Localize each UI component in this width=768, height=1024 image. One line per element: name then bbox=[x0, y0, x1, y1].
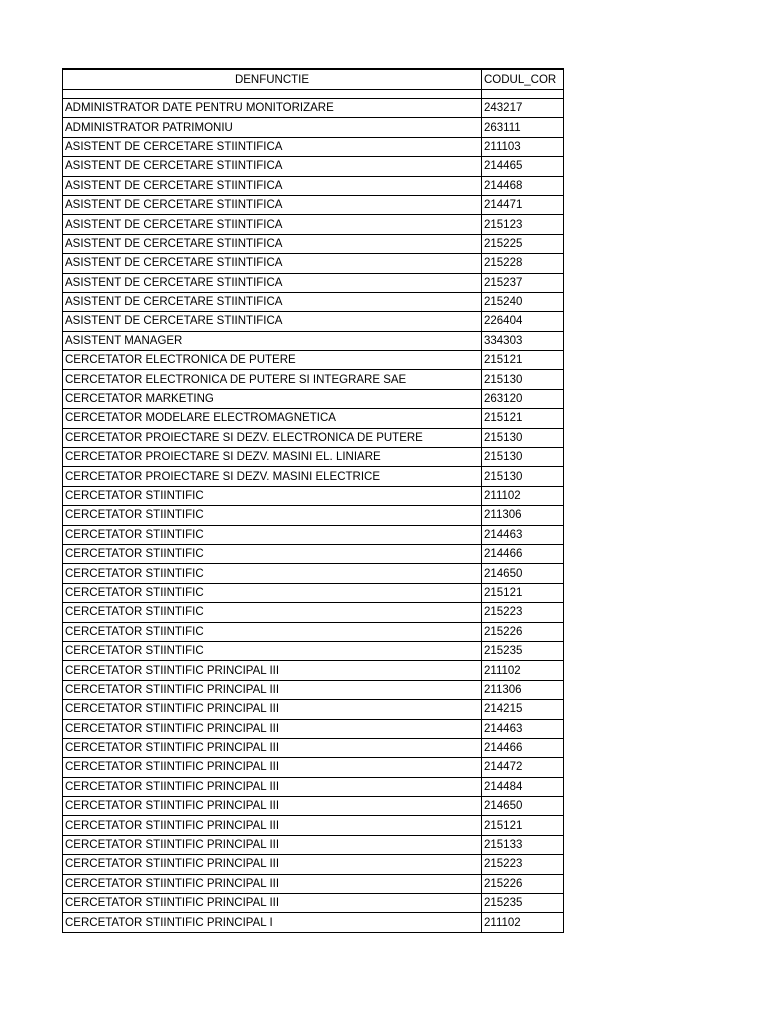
table-row bbox=[63, 331, 564, 350]
cell-denfunctie: ASISTENT DE CERCETARE STIINTIFICA bbox=[63, 195, 482, 214]
table-row bbox=[63, 797, 564, 816]
cell-denfunctie: CERCETATOR STIINTIFIC PRINCIPAL III bbox=[63, 777, 482, 796]
cell-denfunctie: ASISTENT DE CERCETARE STIINTIFICA bbox=[63, 137, 482, 156]
cell-denfunctie: CERCETATOR STIINTIFIC PRINCIPAL III bbox=[63, 855, 482, 874]
cell-denfunctie: CERCETATOR STIINTIFIC PRINCIPAL III bbox=[63, 874, 482, 893]
cell-codul-cor: 211102 bbox=[482, 486, 564, 505]
table-row bbox=[63, 195, 564, 214]
cell-codul-cor: 263111 bbox=[482, 118, 564, 137]
cell-codul-cor: 215237 bbox=[482, 273, 564, 292]
table-row bbox=[63, 506, 564, 525]
table-row bbox=[63, 894, 564, 913]
cell-denfunctie: CERCETATOR PROIECTARE SI DEZV. MASINI EL. LINIARE bbox=[63, 448, 482, 467]
table-header bbox=[63, 69, 564, 90]
table-row bbox=[63, 448, 564, 467]
cell-denfunctie: CERCETATOR STIINTIFIC PRINCIPAL I bbox=[63, 913, 482, 932]
cell-denfunctie: CERCETATOR STIINTIFIC bbox=[63, 544, 482, 563]
cell-denfunctie: CERCETATOR PROIECTARE SI DEZV. MASINI ELECTRICE bbox=[63, 467, 482, 486]
cell-denfunctie: CERCETATOR STIINTIFIC bbox=[63, 583, 482, 602]
cell-denfunctie: CERCETATOR STIINTIFIC bbox=[63, 641, 482, 660]
cell-denfunctie: CERCETATOR STIINTIFIC PRINCIPAL III bbox=[63, 700, 482, 719]
table-row bbox=[63, 486, 564, 505]
table-row bbox=[63, 700, 564, 719]
cell-denfunctie: CERCETATOR ELECTRONICA DE PUTERE SI INTEGRARE SAE bbox=[63, 370, 482, 389]
cell-denfunctie: CERCETATOR STIINTIFIC PRINCIPAL III bbox=[63, 835, 482, 854]
table-row bbox=[63, 719, 564, 738]
table-row bbox=[63, 777, 564, 796]
table-row bbox=[63, 254, 564, 273]
cell-codul-cor: 214650 bbox=[482, 564, 564, 583]
cell-codul-cor: 214471 bbox=[482, 195, 564, 214]
cell-codul-cor: 214463 bbox=[482, 719, 564, 738]
cell-denfunctie: CERCETATOR MARKETING bbox=[63, 389, 482, 408]
cell-denfunctie: CERCETATOR STIINTIFIC bbox=[63, 506, 482, 525]
cell-codul-cor: 215130 bbox=[482, 448, 564, 467]
cell-codul-cor: 214472 bbox=[482, 758, 564, 777]
cell-codul-cor: 215240 bbox=[482, 292, 564, 311]
cell-codul-cor: 215235 bbox=[482, 641, 564, 660]
cell-codul-cor: 215121 bbox=[482, 583, 564, 602]
table-row bbox=[63, 176, 564, 195]
cell-denfunctie: CERCETATOR ELECTRONICA DE PUTERE bbox=[63, 351, 482, 370]
cell-codul-cor: 215121 bbox=[482, 816, 564, 835]
table-row bbox=[63, 855, 564, 874]
cell-codul-cor: 214465 bbox=[482, 157, 564, 176]
table-row bbox=[63, 157, 564, 176]
table-row bbox=[63, 428, 564, 447]
cell-codul-cor: 211102 bbox=[482, 913, 564, 932]
cell-codul-cor: 215235 bbox=[482, 894, 564, 913]
cell-codul-cor: 226404 bbox=[482, 312, 564, 331]
table-row bbox=[63, 758, 564, 777]
cell-codul-cor: 215225 bbox=[482, 234, 564, 253]
table-body bbox=[63, 90, 564, 933]
cell-codul-cor: 211103 bbox=[482, 137, 564, 156]
table-row bbox=[63, 583, 564, 602]
cell-denfunctie: CERCETATOR STIINTIFIC PRINCIPAL III bbox=[63, 797, 482, 816]
cell-denfunctie: CERCETATOR MODELARE ELECTROMAGNETICA bbox=[63, 409, 482, 428]
cell-codul-cor: 214463 bbox=[482, 525, 564, 544]
cell-denfunctie: CERCETATOR STIINTIFIC PRINCIPAL III bbox=[63, 680, 482, 699]
table-row bbox=[63, 99, 564, 118]
table-row bbox=[63, 215, 564, 234]
cell-codul-cor: 215130 bbox=[482, 467, 564, 486]
occupation-code-table bbox=[62, 68, 564, 933]
cell-denfunctie: CERCETATOR STIINTIFIC bbox=[63, 564, 482, 583]
table-row bbox=[63, 137, 564, 156]
table-row bbox=[63, 544, 564, 563]
table-row bbox=[63, 351, 564, 370]
table-row bbox=[63, 370, 564, 389]
cell-codul-cor: 243217 bbox=[482, 99, 564, 118]
table-row bbox=[63, 389, 564, 408]
cell-codul-cor: 334303 bbox=[482, 331, 564, 350]
table-row bbox=[63, 234, 564, 253]
cell-denfunctie: ASISTENT DE CERCETARE STIINTIFICA bbox=[63, 176, 482, 195]
cell-codul-cor: 263120 bbox=[482, 389, 564, 408]
table-row bbox=[63, 874, 564, 893]
table-row bbox=[63, 641, 564, 660]
cell-codul-cor: 215123 bbox=[482, 215, 564, 234]
table-row bbox=[63, 467, 564, 486]
cell-codul-cor: 215133 bbox=[482, 835, 564, 854]
cell-codul-cor: 215223 bbox=[482, 603, 564, 622]
cell-codul-cor: 215121 bbox=[482, 409, 564, 428]
cell-codul-cor: 215130 bbox=[482, 370, 564, 389]
table-row bbox=[63, 661, 564, 680]
table-row bbox=[63, 622, 564, 641]
cell-denfunctie: CERCETATOR STIINTIFIC bbox=[63, 622, 482, 641]
table-row bbox=[63, 835, 564, 854]
cell-denfunctie: CERCETATOR STIINTIFIC bbox=[63, 525, 482, 544]
cell-denfunctie: CERCETATOR STIINTIFIC bbox=[63, 486, 482, 505]
column-header-denfunctie: DENFUNCTIE bbox=[63, 69, 482, 90]
cell-codul-cor: 214466 bbox=[482, 544, 564, 563]
table-row bbox=[63, 680, 564, 699]
table-row bbox=[63, 312, 564, 331]
table-row bbox=[63, 525, 564, 544]
cell-codul-cor: 215226 bbox=[482, 874, 564, 893]
table-row bbox=[63, 603, 564, 622]
cell-denfunctie: ASISTENT DE CERCETARE STIINTIFICA bbox=[63, 273, 482, 292]
cell-denfunctie: ASISTENT DE CERCETARE STIINTIFICA bbox=[63, 312, 482, 331]
cell-codul-cor: 215130 bbox=[482, 428, 564, 447]
cell-codul-cor: 211306 bbox=[482, 506, 564, 525]
cell-codul-cor: 215223 bbox=[482, 855, 564, 874]
cell-denfunctie: ASISTENT DE CERCETARE STIINTIFICA bbox=[63, 254, 482, 273]
cell-codul-cor: 214468 bbox=[482, 176, 564, 195]
cell-denfunctie: CERCETATOR PROIECTARE SI DEZV. ELECTRONICA DE PUTERE bbox=[63, 428, 482, 447]
cell-codul-cor: 214650 bbox=[482, 797, 564, 816]
cell-denfunctie: CERCETATOR STIINTIFIC PRINCIPAL III bbox=[63, 738, 482, 757]
cell-codul-cor: 211306 bbox=[482, 680, 564, 699]
cell-codul-cor: 214484 bbox=[482, 777, 564, 796]
table-row bbox=[63, 738, 564, 757]
header-row bbox=[63, 69, 564, 90]
table-row bbox=[63, 816, 564, 835]
cell-codul-cor: 214466 bbox=[482, 738, 564, 757]
table-row bbox=[63, 292, 564, 311]
cell-denfunctie: ADMINISTRATOR PATRIMONIU bbox=[63, 118, 482, 137]
cell-denfunctie: CERCETATOR STIINTIFIC PRINCIPAL III bbox=[63, 661, 482, 680]
cell-denfunctie: CERCETATOR STIINTIFIC PRINCIPAL III bbox=[63, 894, 482, 913]
cell-denfunctie: CERCETATOR STIINTIFIC PRINCIPAL III bbox=[63, 758, 482, 777]
cell-denfunctie: ASISTENT DE CERCETARE STIINTIFICA bbox=[63, 157, 482, 176]
spacer-row bbox=[63, 90, 564, 99]
cell-codul-cor: 215226 bbox=[482, 622, 564, 641]
table-row bbox=[63, 273, 564, 292]
table-row bbox=[63, 409, 564, 428]
table-row bbox=[63, 913, 564, 932]
cell-denfunctie: ASISTENT DE CERCETARE STIINTIFICA bbox=[63, 292, 482, 311]
cell-denfunctie: CERCETATOR STIINTIFIC PRINCIPAL III bbox=[63, 816, 482, 835]
cell-denfunctie: ASISTENT DE CERCETARE STIINTIFICA bbox=[63, 234, 482, 253]
cell-denfunctie: ASISTENT MANAGER bbox=[63, 331, 482, 350]
cell-denfunctie: CERCETATOR STIINTIFIC bbox=[63, 603, 482, 622]
cell-denfunctie: ADMINISTRATOR DATE PENTRU MONITORIZARE bbox=[63, 99, 482, 118]
cell-codul-cor: 214215 bbox=[482, 700, 564, 719]
cell-denfunctie: ASISTENT DE CERCETARE STIINTIFICA bbox=[63, 215, 482, 234]
cell-codul-cor: 215228 bbox=[482, 254, 564, 273]
cell-codul-cor: 211102 bbox=[482, 661, 564, 680]
table-row bbox=[63, 118, 564, 137]
column-header-codul-cor: CODUL_COR bbox=[482, 69, 564, 90]
cell-denfunctie: CERCETATOR STIINTIFIC PRINCIPAL III bbox=[63, 719, 482, 738]
table-row bbox=[63, 564, 564, 583]
cell-codul-cor: 215121 bbox=[482, 351, 564, 370]
